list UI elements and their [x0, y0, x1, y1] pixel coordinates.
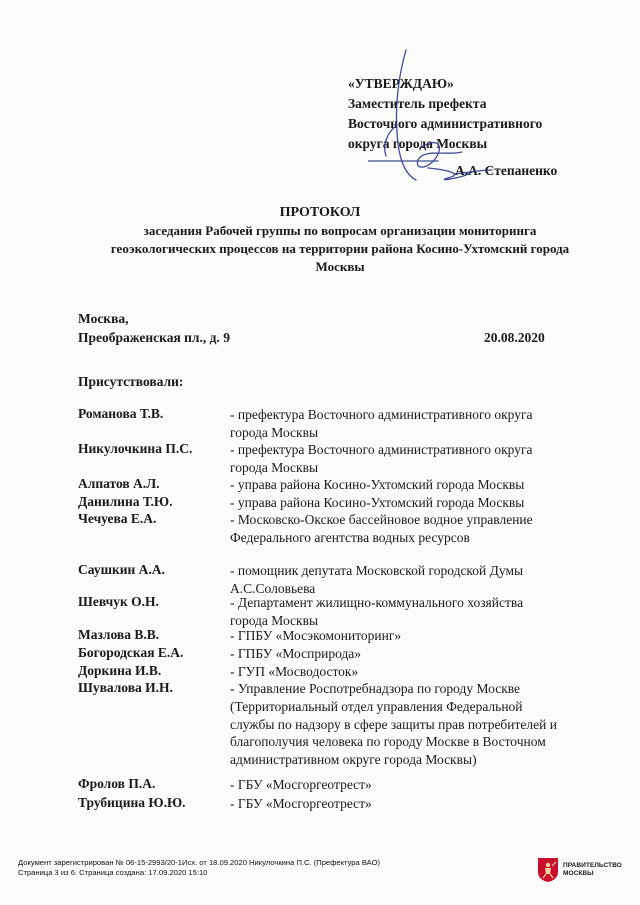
attendee-role: - ГПБУ «Мосэкомониторинг»: [230, 628, 402, 643]
attendee-name: Никулочкина П.С.: [78, 441, 193, 456]
attendee-role: - помощник депутата Московской городской Думы А.С.Соловьева: [230, 563, 524, 596]
attendee-role: - управа района Косино-Ухтомский города Москвы: [230, 477, 525, 492]
approval-heading: «УТВЕРЖДАЮ»: [348, 76, 454, 91]
approval-position-line3: округа города Москвы: [348, 136, 488, 151]
approval-position-line1: Заместитель префекта: [348, 96, 487, 111]
attendee-name: Алпатов А.Л.: [78, 476, 160, 491]
attendees-label: Присутствовали:: [78, 374, 184, 389]
attendee-name: Трубицина Ю.Ю.: [78, 795, 186, 810]
document-subtitle: заседания Рабочей группы по вопросам организации мониторинга геоэкологических процессов на территории района Косино-Ухтомский города Москвы: [110, 223, 570, 274]
gov-label-line2: МОСКВЫ: [563, 870, 594, 878]
attendee-name: Мазлова В.В.: [78, 627, 160, 642]
meeting-place: [78, 309, 230, 347]
attendee-role: - ГУП «Мосводосток»: [230, 664, 359, 679]
gov-moscow-label: [563, 862, 622, 879]
registration-line: Документ зарегистрирован № 06-15-2993/20-1Исх. от 18.09.2020 Никулочкина П.С. (Префектура ВАО): [18, 858, 381, 867]
attendee-name: Данилина Т.Ю.: [78, 494, 173, 509]
attendee-name: Шевчук О.Н.: [78, 594, 159, 609]
approval-signer: А.А. Степаненко: [455, 163, 558, 178]
page-info-line: Страница 3 из 6. Страница создана: 17.09.2020 15:10: [18, 867, 208, 877]
attendee-name: Фролов П.А.: [78, 776, 156, 791]
attendee-name: Чечуева Е.А.: [78, 511, 157, 526]
approval-block: [348, 74, 542, 154]
attendee-name: Саушкин А.А.: [78, 562, 165, 577]
attendee-role: - Московско-Окское бассейновое водное управление Федерального агентства водных ресурсов: [230, 512, 533, 545]
attendee-name: Богородская Е.А.: [78, 645, 184, 660]
attendee-role: - управа района Косино-Ухтомский города Москвы: [230, 495, 525, 510]
document-title: ПРОТОКОЛ: [279, 205, 361, 220]
meeting-address: Преображенская пл., д. 9: [78, 330, 230, 345]
attendee-role: - ГПБУ «Мосприрода»: [230, 646, 362, 661]
attendee-role: - префектура Восточного административного округа города Москвы: [230, 407, 533, 440]
registration-footer: [18, 858, 380, 877]
moscow-coat-of-arms-icon: [537, 857, 559, 883]
attendee-role: - ГБУ «Мосгоргеотрест»: [230, 796, 372, 811]
attendee-role: - ГБУ «Мосгоргеотрест»: [230, 777, 372, 792]
meeting-date: 20.08.2020: [484, 330, 545, 345]
attendee-name: Доркина И.В.: [78, 663, 162, 678]
attendee-role: - Департамент жилищно-коммунального хозяйства города Москвы: [230, 595, 524, 628]
attendee-name: Романова Т.В.: [78, 406, 164, 421]
meeting-city: Москва,: [78, 311, 129, 326]
attendee-role: - Управление Роспотребнадзора по городу Москве (Территориальный отдел управления Федеральной службы по надзору в сфере защиты прав потребителей и благополучия человека по городу Москве в Восточном административном округе города Москвы): [230, 681, 557, 768]
attendee-role: - префектура Восточного административного округа города Москвы: [230, 442, 533, 475]
approval-position-line2: Восточного административного: [348, 116, 543, 131]
attendee-name: Шувалова И.Н.: [78, 680, 173, 695]
gov-label-line1: ПРАВИТЕЛЬСТВО: [563, 862, 622, 869]
